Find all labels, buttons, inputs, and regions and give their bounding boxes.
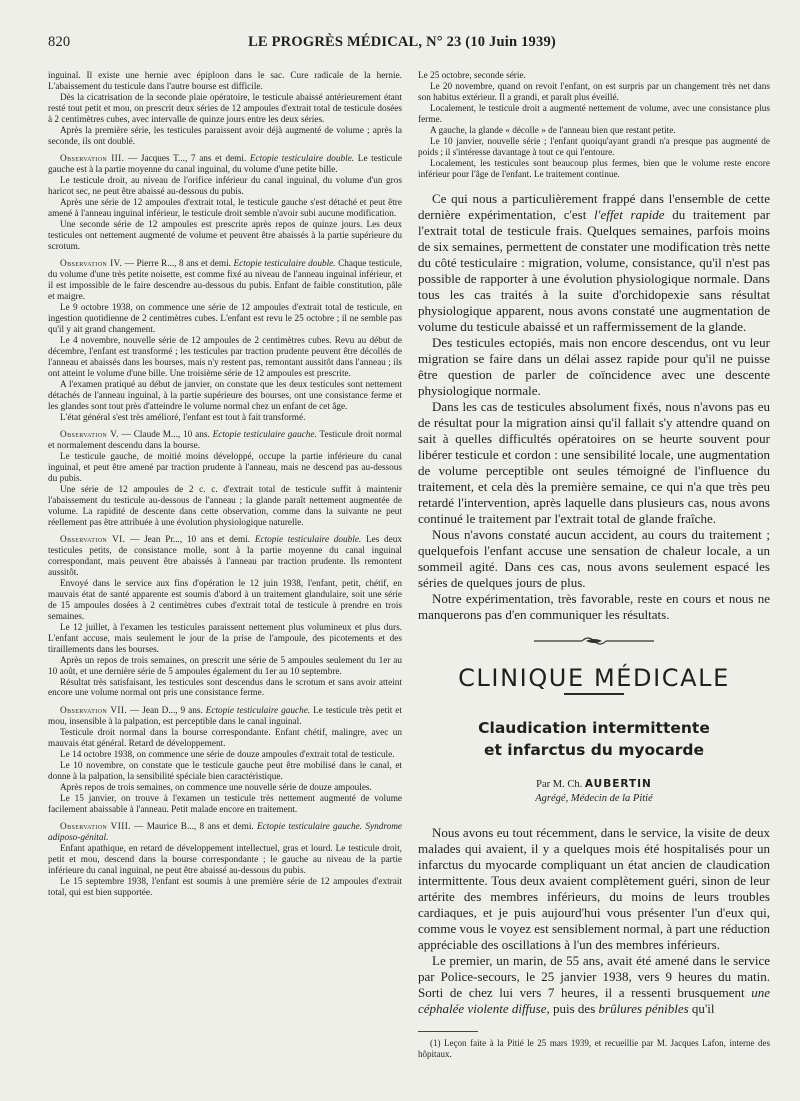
paragraph-text: Dans les cas de testicules absolument fixés, nous n'avons pas eu de résultat pour la migration ainsi qu'il fallait s'y attendre quand on sait à quelles difficultés opératoires on se heurte souvent pour libérer testicule et cordon : une sensibilité locale, une augmentation de volume perceptible ont seules témoigné de l'influence du traitement, et cela dès la première semaine, ce qui n'a que très peu retardé l'intervention, après laquelle dans plusieurs cas, nous avons continué le traitement par l'extrait total de glande fraîche. — [418, 398, 770, 526]
paragraph-text: Le testicule gauche est à la partie moyenne du canal inguinal, du volume d'une petite bille. — [48, 154, 402, 176]
paragraph-text: Le 20 novembre, quand on revoit l'enfant, on est surpris par un changement très net dans son habitus extérieur. Il a grandi, et paraît plus éveillé. — [418, 81, 770, 103]
left-column-paragraph — [48, 822, 402, 844]
observation-diagnosis: Ectopie testiculaire double. — [233, 259, 336, 270]
article-paragraph — [418, 825, 770, 953]
paragraph-text: , puis des — [546, 1001, 599, 1017]
paragraph-text: Après une série de 12 ampoules d'extrait total, le testicule gauche s'est détaché et peut être amené à l'anneau inguinal inférieur, le testicule droit semble n'avoir subi aucune modification. — [48, 197, 402, 219]
paragraph-text: Après la première série, les testicules paraissent avoir déjà augmenté de volume ; après la seconde, ils ont doublé. — [48, 125, 402, 147]
left-column-paragraph — [48, 176, 402, 198]
paragraph-text: Localement, le testicule droit a augmenté nettement de volume, avec une consistance plus ferme. — [418, 103, 770, 125]
paragraph-text: Ce qui nous a particulièrement frappé dans l'ensemble de cette dernière expérimentation, c'est — [418, 190, 770, 222]
observation-patient: — Pierre R..., 8 ans et demi. — [122, 259, 234, 270]
left-column-paragraph — [48, 336, 402, 380]
section-heading: CLINIQUE MÉDICALE — [458, 663, 730, 692]
observation-patient: — Jacques T..., 7 ans et demi. — [124, 154, 250, 165]
left-column-paragraph — [48, 413, 402, 424]
paragraph-text: Le testicule gauche, de moitié moins développé, occupe la partie inférieure du canal inguinal, et peut être amené par traction prudente à l'anneau, mais ne descend pas au-dessous du pubis. — [48, 451, 402, 484]
left-column-paragraph — [48, 728, 402, 750]
left-column-paragraph — [48, 706, 402, 728]
paragraph-text: Chaque testicule, du volume d'une très petite noisette, est comme fixé au niveau de l'anneau inguinal inférieur, et il est impossible de le faire descendre au-dessous du pubis. Enfant de faible constitution, pâle et maigre. — [48, 259, 402, 303]
paragraph-text: Les deux testicules petits, de consistance molle, sont à la partie moyenne du canal inguinal correspondant, mais peuvent être abaissés à l'anneau par traction prudente. Ils remontent aussitôt. — [48, 535, 402, 578]
paragraph-text: Des testicules ectopiés, mais non encore descendus, ont vu leur migration se faire dans un délai assez rapide pour qu'il ne puisse être question de parler de coïncidence avec une descente physiologique normale. — [418, 334, 770, 398]
author-affiliation: Agrégé, Médecin de la Pitié — [535, 793, 653, 805]
observation-diagnosis: Ectopie testiculaire gauche. Syndrome adiposo-génital. — [48, 821, 402, 843]
observation-patient: — Maurice B..., 8 ans et demi. — [130, 821, 257, 832]
observation-diagnosis: Ectopie testiculaire double. — [249, 154, 355, 165]
commentary-paragraph — [418, 527, 770, 591]
observation-patient: — Jean D..., 9 ans. — [127, 705, 206, 716]
observation-continuation-paragraph — [418, 71, 770, 82]
right-column — [418, 71, 770, 1076]
paragraph-text: Enfant apathique, en retard de développement intellectuel, gras et lourd. Le testicule droit, petit et mou, descend dans la bourse correspondante ; le gauche au niveau de la partie inférieure du canal inguinal, ne peut être abaissé au-dessous du pubis. — [48, 843, 402, 876]
observation-continuation-paragraph — [418, 137, 770, 159]
paragraph-text: Après repos de trois semaines, on commence une nouvelle série de douze ampoules. — [60, 782, 372, 793]
paragraph-text: Une série de 12 ampoules de 2 c. c. d'extrait total de testicule suffit à maintenir l'abaissement du testicule au-dessous de l'anneau ; la glande paraît nettement augmentée de volume. La rapidité de descente dans cette observation, comme dans la suivante ne peut réellement pas être attribuée à une évolution physiologique naturelle. — [48, 484, 402, 528]
left-column-paragraph — [48, 259, 402, 303]
commentary — [418, 191, 770, 623]
article-title — [418, 717, 770, 761]
paragraph-text: Le 4 novembre, nouvelle série de 12 ampoules de 2 centimètres cubes. Revu au début de décembre, l'enfant est transformé ; les testicules par traction prudente peuvent être décollés de l'anneau et abaissés dans les bourses, mais n'y restent pas, remontant aussitôt dans l'anneau ; ils ont atteint le volume d'une bille. Une troisième série de 12 ampoules est prescrite. — [48, 335, 402, 379]
paragraph-text: du traitement par l'extrait total de testicule frais. Quelques semaines, parfois moins de six semaines, permettent de constater une modification très nette du côté testiculaire : migration, volume, consistance, qu'il n'est pas possible de rapporter à une évolution physiologique normale. Dans tous les cas traités à la suite d'orchidopexie sans résultat physiologique apparent, nous avons constaté une augmentation de volume du testicule abaissé et un raffermissement de la glande. — [418, 206, 770, 334]
article-paragraph — [418, 953, 770, 1017]
paragraph-text: Le premier, un marin, de 55 ans, avait été amené dans le service par Police-secours, le 25 janvier 1938, vers 9 heures du matin. Sorti de chez lui vers 7 heures, il a ressenti brusquement — [418, 953, 770, 1001]
paragraph-text: Une seconde série de 12 ampoules est prescrite après repos de quinze jours. Les deux testicules ont nettement augmenté de volume et peuvent être abaissés à la partie supérieure du scrotum. — [48, 219, 402, 252]
left-column-paragraph — [48, 750, 402, 761]
paragraph-text: Résultat très satisfaisant, les testicules sont descendus dans le scrotum et sans avoir atteint encore une volume normal ont pris une consistance ferme. — [48, 677, 402, 699]
paragraph-text: Le 15 septembre 1938, l'enfant est soumis à une première série de 12 ampoules d'extrait total, qui est bien supportée. — [48, 876, 402, 898]
paragraph-text: Notre expérimentation, très favorable, reste en cours et nous ne manquerons pas d'en communiquer les résultats. — [418, 590, 770, 622]
observation-continuation — [418, 71, 770, 181]
paragraph-text: Le 14 octobre 1938, on commence une série de douze ampoules d'extrait total de testicule. — [60, 749, 395, 760]
commentary-paragraph — [418, 191, 770, 335]
paragraph-text: Testicule droit normal dans la bourse correspondante. Enfant chétif, malingre, avec un mauvais état général. Retard de développement. — [48, 727, 402, 749]
left-column-paragraph — [48, 579, 402, 623]
observation-label: Observation V. — [60, 430, 119, 441]
page-header — [48, 34, 756, 54]
paragraph-text: Localement, les testicules sont beaucoup plus fermes, bien que le volume reste encore inférieur pour l'âge de l'enfant. Le traitement continue. — [418, 158, 770, 180]
article-body — [418, 825, 770, 1017]
paragraph-text: A l'examen pratiqué au début de janvier, on constate que les deux testicules sont nettement détachés de l'anneau inguinal, à la partie supérieure des bourses, ont une consistance ferme et les glandes sont tout près d'atteindre le volume normal chez un enfant de cet âge. — [48, 379, 402, 412]
observation-label: Observation III. — [60, 154, 125, 165]
paragraph-text: Le 12 juillet, à l'examen les testicules paraissent nettement plus volumineux et plus durs. L'enfant accuse, mais seulement le jour de la prise de l'ampoule, des picotements et des tiraillements dans les bourses. — [48, 622, 402, 655]
left-column-paragraph — [48, 198, 402, 220]
section-rule — [564, 693, 624, 695]
left-column-paragraph — [48, 535, 402, 579]
left-column-paragraph — [48, 656, 402, 678]
commentary-paragraph — [418, 591, 770, 623]
emphasis: brûlures pénibles — [598, 1001, 689, 1017]
emphasis: l'effet rapide — [594, 206, 665, 222]
observation-patient: — Claude M..., 10 ans. — [118, 430, 213, 441]
paragraph-text: Testicule droit normal et normalement descendu dans la bourse. — [48, 430, 402, 451]
left-column-paragraph — [48, 126, 402, 148]
left-column — [48, 71, 402, 1076]
observation-continuation-paragraph — [418, 104, 770, 126]
paragraph-text: Le 25 octobre, seconde série. — [418, 71, 526, 81]
left-column-paragraph — [48, 761, 402, 783]
emphasis: une céphalée violente diffuse — [418, 985, 770, 1017]
article-title-line-2: et infarctus du myocarde — [483, 741, 705, 760]
observation-label: Observation VIII. — [60, 821, 131, 832]
left-column-paragraph — [48, 93, 402, 126]
left-column-paragraph — [48, 303, 402, 336]
observation-label: Observation VI. — [60, 535, 126, 546]
observation-label: Observation VII. — [60, 705, 128, 716]
left-column-paragraph — [48, 794, 402, 816]
paragraph-text: L'état général s'est très amélioré, l'enfant est tout à fait transformé. — [60, 412, 306, 423]
left-column-paragraph — [48, 485, 402, 529]
paragraph-text: Le testicule très petit et mou, insensible à la palpation, est perceptible dans le canal inguinal. — [48, 705, 402, 727]
left-column-paragraph — [48, 623, 402, 656]
observation-diagnosis: Ectopie testiculaire double. — [254, 535, 362, 546]
paragraph-text: Nous avons eu tout récemment, dans le service, la visite de deux malades qui avaient, il y a quelques mois été hospitalisés pour un infarctus du myocarde compliquant un état ancien de claudication intermittente. Tous deux avaient complètement guéri, sinon de leur artérite des membres inférieurs, du moins de leurs troubles cardiaques, et je puis aujourd'hui vous présenter l'un d'eux qui, comme vous le voyez est sensiblement normal, à part une réduction appréciable des oscillations à l'un des membres inférieurs. — [418, 825, 770, 953]
ornament-divider — [534, 635, 654, 647]
observation-patient: — Jean Pr..., 10 ans et demi. — [125, 535, 255, 546]
author-name: AUBERTIN — [584, 778, 652, 791]
journal-title: LE PROGRÈS MÉDICAL, N° 23 (10 Juin 1939) — [248, 34, 556, 50]
observation-label: Observation IV. — [60, 259, 123, 270]
left-column-paragraph — [48, 678, 402, 700]
paragraph-text: Après un repos de trois semaines, on prescrit une série de 5 ampoules seulement du 1er au 10 août, et une dernière série de 5 ampoules également du 1er au 10 septembre. — [48, 655, 402, 677]
left-column-paragraph — [48, 452, 402, 485]
left-column-paragraph — [48, 783, 402, 794]
observation-diagnosis: Ectopie testiculaire gauche. — [212, 430, 317, 441]
paragraph-text: Envoyé dans le service aux fins d'opération le 12 juin 1938, l'enfant, petit, chétif, en mauvais état de santé apparente est soumis d'abord à un traitement glandulaire, soit une série de 15 ampoules dosées à 2 centimètres cubes d'extrait total de testicule à prendre en trois semaines. — [48, 578, 402, 622]
observation-continuation-paragraph — [418, 126, 770, 137]
footnote-rule — [418, 1031, 478, 1032]
paragraph-text: Nous n'avons constaté aucun accident, au cours du traitement ; quelquefois l'enfant accuse une sensation de chaleur locale, a un sommeil agité. Dans ces cas, nous avons seulement espacé les séries de quelques jours de plus. — [418, 526, 770, 590]
paragraph-text: Le 9 octobre 1938, on commence une série de 12 ampoules d'extrait total de testicule, en ingestion quotidienne de 2 centimètres cubes. L'enfant est revu le 25 octobre ; il ne semble pas qu'il y ait grand changement. — [48, 303, 402, 335]
byline-prefix: Par M. Ch. — [536, 779, 583, 791]
commentary-paragraph — [418, 335, 770, 399]
paragraph-text: Le testicule droit, au niveau de l'orifice inférieur du canal inguinal, du volume d'un gros haricot sec, ne peut être abaissé au-dessous du pubis. — [48, 176, 402, 198]
paragraph-text: A gauche, la glande « décolle » de l'anneau bien que restant petite. — [430, 125, 676, 136]
paragraph-text: Le 15 janvier, on trouve à l'examen un testicule très nettement augmenté de volume facilement abaissable à l'anneau. Petit malade encore en traitement. — [48, 793, 402, 815]
paragraph-text: Le 10 janvier, nouvelle série ; l'enfant quoiqu'ayant grandi n'a presque pas augmenté de poids ; il s'intéresse davantage à tout ce qui l'entoure. — [418, 136, 770, 158]
left-column-paragraph — [48, 877, 402, 899]
left-column-paragraph — [48, 844, 402, 877]
page-number: 820 — [48, 34, 71, 50]
observation-continuation-paragraph — [418, 159, 770, 181]
byline — [418, 779, 770, 791]
left-column-paragraph — [48, 430, 402, 452]
paragraph-text: Dès la cicatrisation de la seconde plaie opératoire, le testicule abaissé antérieurement étant resté tout petit et mou, on prescrit deux séries de 12 ampoules d'extrait total de testicule dosées à 2 centimètres cubes, avec intervalle de quinze jours entre les deux séries. — [48, 92, 402, 125]
left-column-paragraph — [48, 220, 402, 253]
article-title-line-1: Claudication intermittente — [478, 719, 710, 738]
left-column-paragraph — [48, 154, 402, 176]
paragraph-text: inguinal. Il existe une hernie avec épiploon dans le sac. Cure radicale de la hernie. L'abaissement du testicule dans l'autre bourse est difficile. — [48, 71, 402, 92]
observation-continuation-paragraph — [418, 82, 770, 104]
left-column-paragraph — [48, 71, 402, 93]
paragraph-text: qu'il — [688, 1001, 715, 1017]
left-column-paragraph — [48, 380, 402, 413]
footnote: (1) Leçon faite à la Pitié le 25 mars 1939, et recueillie par M. Jacques Lafon, interne des hôpitaux. — [418, 1038, 770, 1060]
observation-diagnosis: Ectopie testiculaire gauche. — [205, 705, 311, 716]
commentary-paragraph — [418, 399, 770, 527]
paragraph-text: Le 10 novembre, on constate que le testicule gauche peut être mobilisé dans le canal, et donne à la palpation, la sensibilité spéciale bien caractéristique. — [48, 760, 402, 782]
